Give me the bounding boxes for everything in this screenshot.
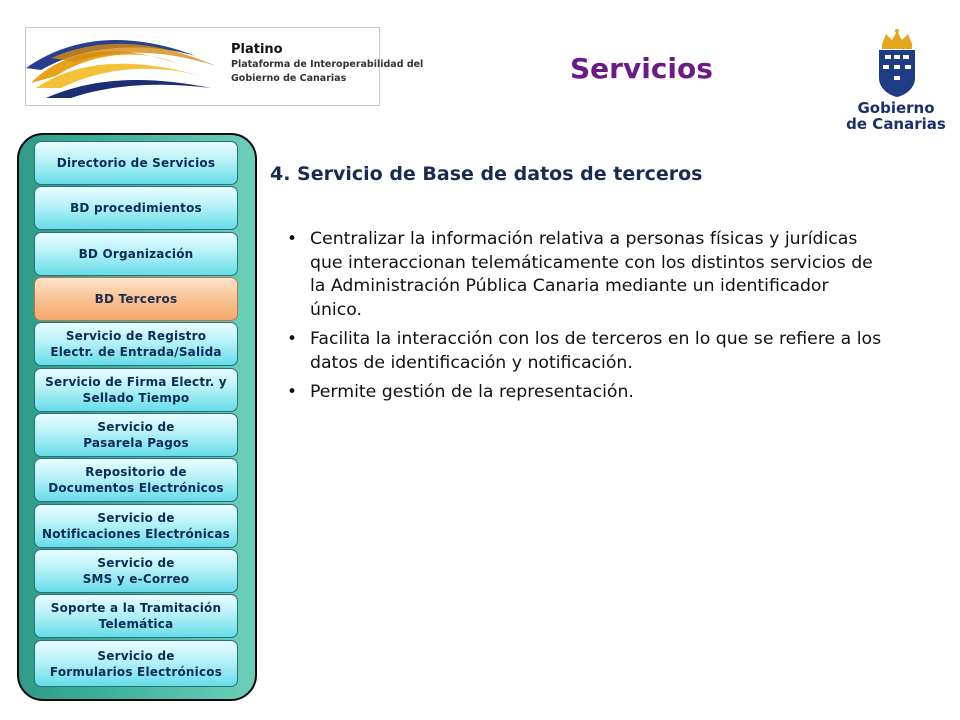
nav-formularios[interactable] [34,640,238,687]
bullet-list [285,228,885,411]
sidebar-item-label: Telemática [98,617,174,631]
nav-bd-terceros[interactable] [34,277,238,321]
logo-subtitle-line2: Gobierno de Canarias [231,73,347,84]
gobierno-canarias-emblem-icon [872,28,922,98]
sidebar-item-label: Repositorio de [85,465,187,479]
bullet-item: • Centralizar la información relativa a personas físicas y jurídicas que interaccionan telemáticamente con los distintos servicios de la Administración Pública Canaria mediante un identificador único. [285,228,885,322]
page-title: Servicios [570,52,713,85]
sidebar-item-label: Electr. de Entrada/Salida [50,345,222,359]
nav-servicio-firma[interactable] [34,368,238,412]
nav-repositorio-documentos[interactable] [34,458,238,502]
platino-logo [25,27,424,106]
nav-sms-ecorreo[interactable] [34,549,238,593]
nav-servicio-registro[interactable] [34,322,238,366]
gov-line2: de Canarias [846,115,946,133]
bullet-item: • Facilita la interacción con los de terceros en lo que se refiere a los datos de identificación y notificación. [285,328,885,375]
section-heading: 4. Servicio de Base de datos de terceros [270,163,703,185]
sidebar-item-label: Soporte a la Tramitación [50,601,222,615]
gov-line1: Gobierno [857,99,935,117]
sidebar-item-label: Servicio de [97,648,175,663]
nav-pasarela-pagos[interactable] [34,413,238,457]
nav-notificaciones[interactable] [34,504,238,548]
nav-bd-organizacion[interactable] [34,232,238,276]
nav-directorio-servicios[interactable] [34,141,238,185]
sidebar-item-label: BD procedimientos [70,201,202,215]
logo-subtitle-line1: Plataforma de Interoperabilidad del [231,59,424,70]
nav-bd-procedimientos[interactable] [34,186,238,230]
bullet-item: • Permite gestión de la representación. [285,381,885,405]
platino-swoosh-icon [26,28,226,105]
sidebar-item-label: Servicio de [97,420,175,434]
sidebar-item-label: Formularios Electrónicos [49,664,223,679]
sidebar-item-label: Notificaciones Electrónicas [41,527,231,541]
sidebar-item-label: Servicio de [97,556,175,570]
sidebar-item-label: Servicio de [97,511,175,525]
gobierno-canarias-wordmark [840,100,952,132]
nav-soporte-tramitacion[interactable] [34,594,238,638]
sidebar-item-label: Documentos Electrónicos [48,481,224,495]
sidebar-item-label: Servicio de Registro [65,329,207,343]
sidebar-item-label: BD Organización [78,247,194,261]
sidebar-item-label: Servicio de Firma Electr. y [45,375,227,389]
sidebar-item-label: Pasarela Pagos [83,436,189,450]
sidebar-item-label: BD Terceros [94,292,178,306]
logo-title: Platino [231,42,283,57]
sidebar-item-label: Directorio de Servicios [56,156,216,170]
sidebar-item-label: Sellado Tiempo [82,391,190,405]
sidebar-item-label: SMS y e-Correo [82,572,190,586]
